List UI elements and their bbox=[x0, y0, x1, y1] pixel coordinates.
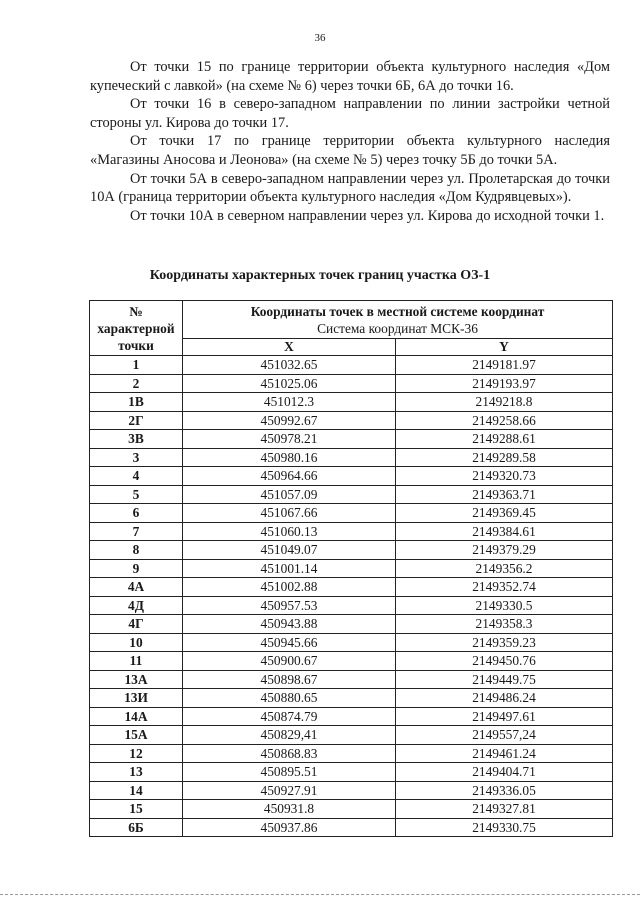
x-coordinate-cell: 450895.51 bbox=[183, 763, 396, 782]
x-coordinate-cell: 450992.67 bbox=[183, 411, 396, 430]
table-row bbox=[90, 374, 613, 393]
point-number-cell: 4Д bbox=[90, 596, 183, 615]
point-number-cell: 4А bbox=[90, 578, 183, 597]
y-coordinate-cell: 2149497.61 bbox=[396, 707, 613, 726]
x-coordinate-cell: 450943.88 bbox=[183, 615, 396, 634]
x-coordinate-cell: 450927.91 bbox=[183, 781, 396, 800]
point-number-cell: 4Г bbox=[90, 615, 183, 634]
table-row bbox=[90, 800, 613, 819]
table-row bbox=[90, 467, 613, 486]
x-coordinate-cell: 450957.53 bbox=[183, 596, 396, 615]
y-coordinate-cell: 2149359.23 bbox=[396, 633, 613, 652]
y-coordinate-cell: 2149449.75 bbox=[396, 670, 613, 689]
point-number-cell: 9 bbox=[90, 559, 183, 578]
y-coordinate-cell: 2149193.97 bbox=[396, 374, 613, 393]
point-number-cell: 1 bbox=[90, 356, 183, 375]
table-row bbox=[90, 578, 613, 597]
table-row bbox=[90, 652, 613, 671]
paragraph: От точки 17 по границе территории объекта культурного наследия «Магазины Аносова и Леонова» (на схеме № 5) через точку 5Б до точки 5А. bbox=[90, 133, 610, 168]
y-coordinate-cell: 2149327.81 bbox=[396, 800, 613, 819]
y-coordinate-cell: 2149336.05 bbox=[396, 781, 613, 800]
y-coordinate-cell: 2149258.66 bbox=[396, 411, 613, 430]
point-number-cell: 11 bbox=[90, 652, 183, 671]
table-row bbox=[90, 430, 613, 449]
x-coordinate-cell: 450898.67 bbox=[183, 670, 396, 689]
table-row bbox=[90, 393, 613, 412]
y-coordinate-cell: 2149384.61 bbox=[396, 522, 613, 541]
y-coordinate-cell: 2149486.24 bbox=[396, 689, 613, 708]
table-row bbox=[90, 818, 613, 837]
table-row bbox=[90, 356, 613, 375]
point-number-cell: 14А bbox=[90, 707, 183, 726]
x-coordinate-cell: 451032.65 bbox=[183, 356, 396, 375]
x-coordinate-cell: 450900.67 bbox=[183, 652, 396, 671]
point-number-cell: 7 bbox=[90, 522, 183, 541]
point-number-cell: 13И bbox=[90, 689, 183, 708]
x-coordinate-cell: 450945.66 bbox=[183, 633, 396, 652]
y-coordinate-cell: 2149320.73 bbox=[396, 467, 613, 486]
header-y: Y bbox=[396, 339, 613, 356]
x-coordinate-cell: 450937.86 bbox=[183, 818, 396, 837]
x-coordinate-cell: 451001.14 bbox=[183, 559, 396, 578]
x-coordinate-cell: 451012.3 bbox=[183, 393, 396, 412]
table-title: Координаты характерных точек границ участка ОЗ-1 bbox=[149, 268, 491, 283]
table-row bbox=[90, 707, 613, 726]
table-row bbox=[90, 615, 613, 634]
x-coordinate-cell: 451049.07 bbox=[183, 541, 396, 560]
point-number-cell: 5 bbox=[90, 485, 183, 504]
table-row bbox=[90, 670, 613, 689]
point-number-cell: 15А bbox=[90, 726, 183, 745]
point-number-cell: 10 bbox=[90, 633, 183, 652]
y-coordinate-cell: 2149330.5 bbox=[396, 596, 613, 615]
header-point-number bbox=[90, 301, 183, 356]
x-coordinate-cell: 451057.09 bbox=[183, 485, 396, 504]
y-coordinate-cell: 2149289.58 bbox=[396, 448, 613, 467]
point-number-cell: 13А bbox=[90, 670, 183, 689]
table-row bbox=[90, 744, 613, 763]
x-coordinate-cell: 450874.79 bbox=[183, 707, 396, 726]
table-row bbox=[90, 596, 613, 615]
x-coordinate-cell: 450868.83 bbox=[183, 744, 396, 763]
x-coordinate-cell: 450978.21 bbox=[183, 430, 396, 449]
x-coordinate-cell: 450964.66 bbox=[183, 467, 396, 486]
y-coordinate-cell: 2149356.2 bbox=[396, 559, 613, 578]
point-number-cell: 12 bbox=[90, 744, 183, 763]
y-coordinate-cell: 2149358.3 bbox=[396, 615, 613, 634]
point-number-cell: 6 bbox=[90, 504, 183, 523]
table-row bbox=[90, 541, 613, 560]
point-number-cell: 6Б bbox=[90, 818, 183, 837]
header-point-line: № bbox=[129, 303, 143, 319]
x-coordinate-cell: 450931.8 bbox=[183, 800, 396, 819]
header-system-title: Координаты точек в местной системе координат bbox=[250, 303, 545, 319]
table-row bbox=[90, 781, 613, 800]
y-coordinate-cell: 2149404.71 bbox=[396, 763, 613, 782]
header-system-subtitle: Система координат МСК-36 bbox=[317, 320, 478, 336]
page-bottom-divider bbox=[0, 894, 640, 895]
table-row bbox=[90, 504, 613, 523]
point-number-cell: 3 bbox=[90, 448, 183, 467]
y-coordinate-cell: 2149450.76 bbox=[396, 652, 613, 671]
y-coordinate-cell: 2149369.45 bbox=[396, 504, 613, 523]
y-coordinate-cell: 2149363.71 bbox=[396, 485, 613, 504]
table-row bbox=[90, 633, 613, 652]
coordinates-table bbox=[89, 300, 613, 837]
y-coordinate-cell: 2149557,24 bbox=[396, 726, 613, 745]
point-number-cell: 13 bbox=[90, 763, 183, 782]
point-number-cell: 14 bbox=[90, 781, 183, 800]
paragraph: От точки 10А в северном направлении через ул. Кирова до исходной точки 1. bbox=[130, 207, 605, 224]
x-coordinate-cell: 451060.13 bbox=[183, 522, 396, 541]
x-coordinate-cell: 450829,41 bbox=[183, 726, 396, 745]
header-x: X bbox=[183, 339, 396, 356]
point-number-cell: 1В bbox=[90, 393, 183, 412]
header-point-line: точки bbox=[118, 337, 154, 353]
point-number-cell: 2 bbox=[90, 374, 183, 393]
table-row bbox=[90, 763, 613, 782]
point-number-cell: 4 bbox=[90, 467, 183, 486]
header-point-line: характерной bbox=[97, 320, 175, 336]
point-number-cell: 3В bbox=[90, 430, 183, 449]
y-coordinate-cell: 2149461.24 bbox=[396, 744, 613, 763]
x-coordinate-cell: 451025.06 bbox=[183, 374, 396, 393]
x-coordinate-cell: 450880.65 bbox=[183, 689, 396, 708]
page-number: 36 bbox=[314, 32, 326, 44]
table-row bbox=[90, 411, 613, 430]
point-number-cell: 2Г bbox=[90, 411, 183, 430]
y-coordinate-cell: 2149379.29 bbox=[396, 541, 613, 560]
header-coordinate-system bbox=[183, 301, 613, 339]
paragraph: От точки 5А в северо-западном направлении через ул. Пролетарская до точки 10А (граница территории объекта культурного наследия «Дом Кудрявцевых»). bbox=[90, 170, 610, 206]
y-coordinate-cell: 2149352.74 bbox=[396, 578, 613, 597]
x-coordinate-cell: 450980.16 bbox=[183, 448, 396, 467]
y-coordinate-cell: 2149181.97 bbox=[396, 356, 613, 375]
table-row bbox=[90, 485, 613, 504]
x-coordinate-cell: 451002.88 bbox=[183, 578, 396, 597]
y-coordinate-cell: 2149330.75 bbox=[396, 818, 613, 837]
paragraph: От точки 15 по границе территории объекта культурного наследия «Дом купеческий с лавкой» (на схеме № 6) через точки 6Б, 6А до точки 16. bbox=[90, 59, 610, 94]
body-text bbox=[90, 58, 610, 225]
y-coordinate-cell: 2149288.61 bbox=[396, 430, 613, 449]
x-coordinate-cell: 451067.66 bbox=[183, 504, 396, 523]
table-row bbox=[90, 448, 613, 467]
paragraph: От точки 16 в северо-западном направлении по линии застройки четной стороны ул. Кирова до точки 17. bbox=[90, 96, 610, 131]
table-row bbox=[90, 522, 613, 541]
table-row bbox=[90, 689, 613, 708]
table-row bbox=[90, 726, 613, 745]
point-number-cell: 8 bbox=[90, 541, 183, 560]
y-coordinate-cell: 2149218.8 bbox=[396, 393, 613, 412]
point-number-cell: 15 bbox=[90, 800, 183, 819]
table-row bbox=[90, 559, 613, 578]
